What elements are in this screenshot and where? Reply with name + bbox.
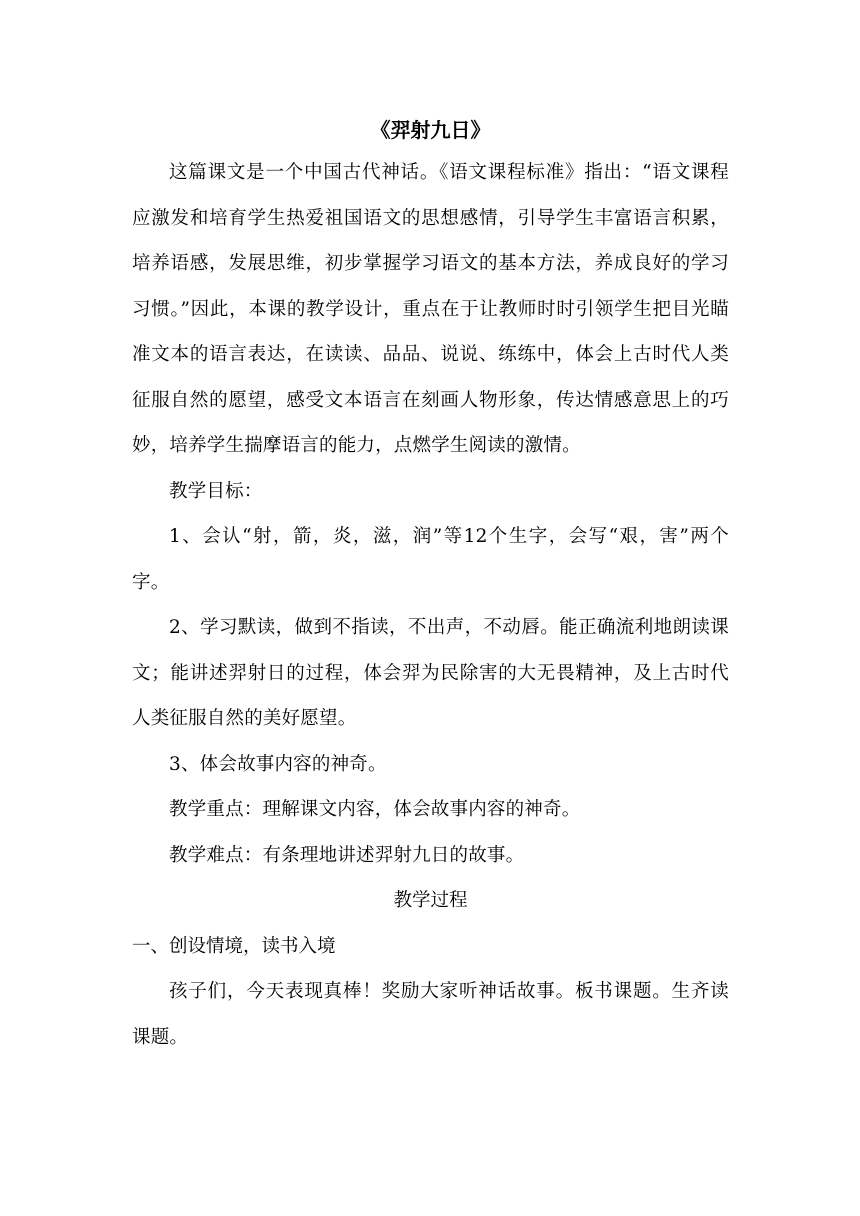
- section-1-heading: 一、创设情境，读书入境: [132, 935, 336, 957]
- intro-paragraph: 这篇课文是一个中国古代神话。《语文课程标准》指出：“语文课程应激发和培育学生热爱祖国语文的思想感情，引导学生丰富语言积累，培养语感，发展思维，初步掌握学习语文的基本方法，养成良好的学习习惯。”因此，本课的教学设计，重点在于让教师时时引领学生把目光瞄准文本的语言表达，在读读、品品、说说、练练中，体会上古时代人类征服自然的愿望，感受文本语言在刻画人物形象，传达情感意思上的巧妙，培养学生揣摩语言的能力，点燃学生阅读的激情。: [132, 162, 729, 456]
- teaching-process-heading: 教学过程: [393, 890, 468, 911]
- teaching-goal-3: 3、体会故事内容的神奇。: [169, 753, 387, 775]
- document-page: [132, 110, 729, 1060]
- teaching-goals-label: 教学目标：: [169, 480, 263, 502]
- section-1-paragraph: 孩子们，今天表现真棒！奖励大家听神话故事。板书课题。生齐读课题。: [132, 981, 729, 1048]
- document-title: 《羿射九日》: [370, 118, 491, 142]
- teaching-goal-2: 2、学习默读，做到不指读，不出声，不动唇。能正确流利地朗读课文；能讲述羿射日的过程，体会羿为民除害的大无畏精神，及上古时代人类征服自然的美好愿望。: [132, 617, 729, 729]
- teaching-difficulty: 教学难点：有条理地讲述羿射九日的故事。: [169, 844, 525, 866]
- teaching-goal-1: 1、会认“射，箭，炎，滋，润”等12个生字，会写“艰，害”两个字。: [132, 526, 729, 593]
- teaching-key-point: 教学重点：理解课文内容，体会故事内容的神奇。: [169, 799, 581, 820]
